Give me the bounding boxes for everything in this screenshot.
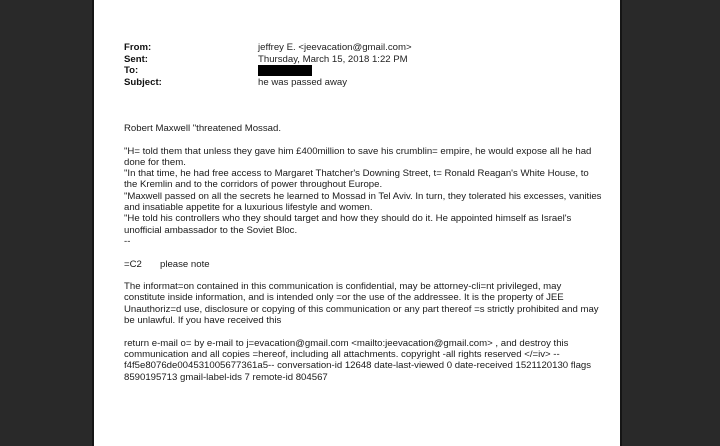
email-header — [124, 42, 604, 88]
subject-value: he was passed away — [258, 76, 348, 88]
from-label: From: — [124, 42, 152, 53]
body-title-line: Robert Maxwell "threatened Mossad. — [124, 123, 281, 134]
to-label: To: — [124, 65, 139, 76]
note-text: please note — [160, 258, 210, 270]
sent-value: Thursday, March 15, 2018 1:22 PM — [258, 53, 408, 65]
redaction-box — [258, 65, 312, 76]
to-row — [124, 65, 604, 77]
from-value: jeffrey E. <jeevacation@gmail.com> — [258, 42, 412, 53]
note-code: =C2 — [124, 258, 142, 270]
disclaimer-paragraph: The informat=on contained in this communication is confidential, may be attorney-cli=nt privileged, may constitute inside information, and is intended only =or the use of the addressee. It is the property of JEE Unauthoriz=d use, disclosure or copying of this communication or any part thereof =s strictly prohibited and may be unlawful. If you have received this — [124, 281, 599, 327]
email-body — [124, 123, 604, 383]
sent-label: Sent: — [124, 53, 148, 65]
quote-paragraph: "H= told them that unless they gave him £400million to save his crumblin= empire, he would expose all he had done for them. — [124, 145, 592, 168]
to-value — [258, 65, 312, 77]
quote-paragraph: "Maxwell passed on all the secrets he learned to Mossad in Tel Aviv. In turn, they tolerated his excesses, vanities and insatiable appetite for a luxurious lifestyle and women. — [124, 190, 602, 214]
from-row — [124, 42, 604, 54]
note-row — [124, 259, 604, 270]
separator: -- — [124, 235, 131, 247]
quote-paragraph: "He told his controllers who they should target and how they should do it. He appointed himself as Israel's unofficial ambassador to the Soviet Bloc. — [124, 213, 572, 236]
sent-row — [124, 54, 604, 66]
subject-row — [124, 77, 604, 89]
quote-paragraph: "In that time, he had free access to Margaret Thatcher's Downing Street, t= Ronald Reagan's White House, to the Kremlin and to the corridors of power throughout Europe. — [124, 168, 589, 191]
subject-label: Subject: — [124, 76, 162, 88]
document-page — [94, 0, 620, 446]
footer-paragraph: return e-mail o= by e-mail to j=evacation@gmail.com <mailto:jeevacation@gmail.com> , and destroy this communication and all copies =hereof, including all attachments. copyright -all rights reserved </=iv> --f4f5e8076de004531005677361a5-- conversation-id 12648 date-last-viewed 0 date-received 1521120130 flags 8590195713 gmail-label-ids 7 remote-id 804567 — [124, 337, 592, 383]
